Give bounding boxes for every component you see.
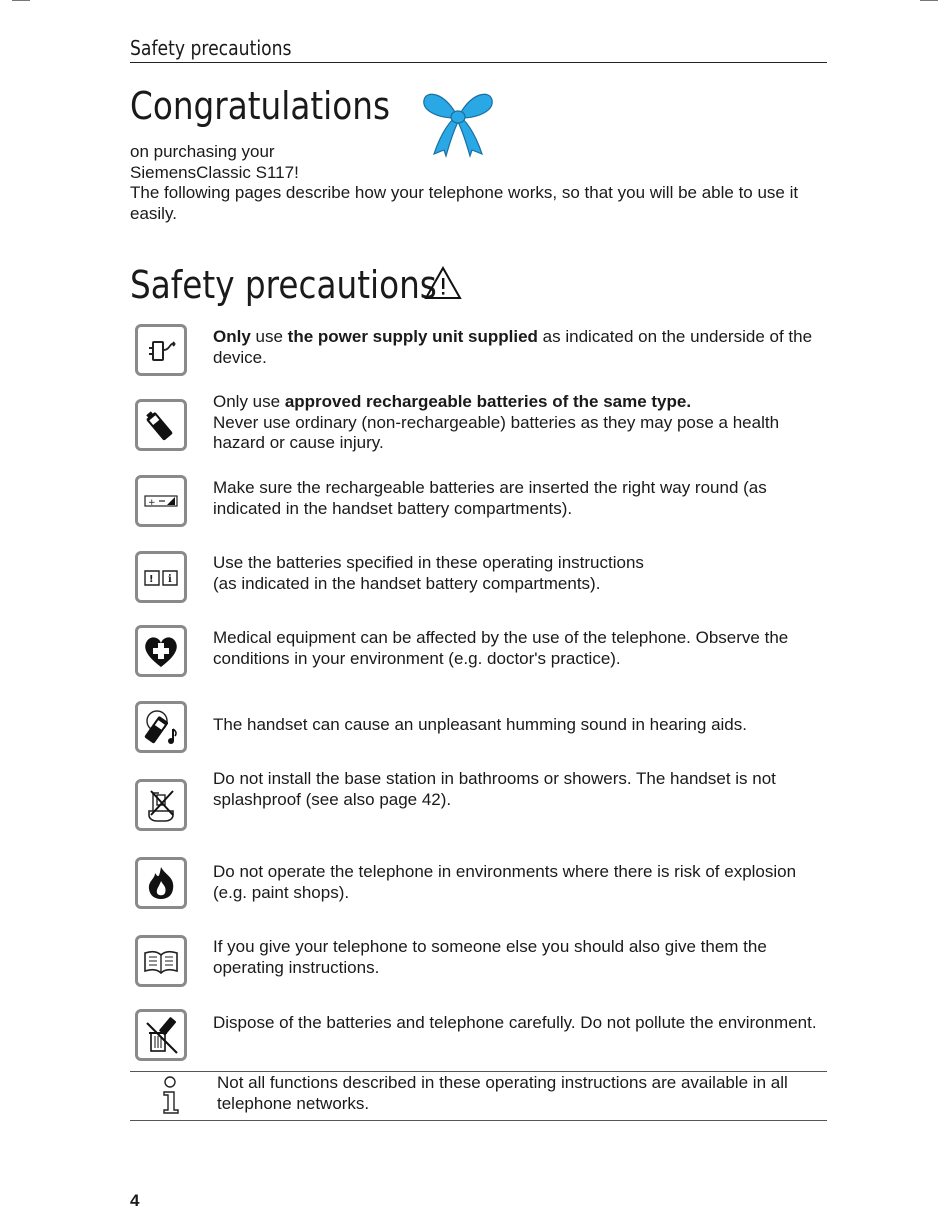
running-header: Safety precautions xyxy=(130,36,292,60)
open-book-icon xyxy=(135,935,187,987)
battery-polarity-icon xyxy=(135,475,187,527)
battery-icon xyxy=(135,399,187,451)
info-icon xyxy=(156,1076,186,1114)
intro-line-3: The following pages describe how your telephone works, so that you will be able to use it easily. xyxy=(130,183,799,223)
safety-item-6-text: The handset can cause an unpleasant humming sound in hearing aids. xyxy=(213,715,747,734)
safety-item-5-text: Medical equipment can be affected by the use of the telephone. Observe the conditions in your environment (e.g. doctor's practice). xyxy=(213,628,789,668)
note-text: Not all functions described in these operating instructions are available in all telephone networks. xyxy=(217,1073,788,1113)
hearing-aid-phone-icon xyxy=(135,701,187,753)
warning-triangle-icon xyxy=(424,266,462,300)
svg-text:+: + xyxy=(148,498,156,508)
disposal-bin-icon xyxy=(135,1009,187,1061)
svg-text:i: i xyxy=(168,574,172,585)
no-bathroom-icon xyxy=(135,779,187,831)
crop-mark-left xyxy=(12,0,30,1)
intro-line-1: on purchasing your xyxy=(130,142,275,161)
safety-heading: Safety precautions xyxy=(130,263,437,307)
safety-item-4-text: Use the batteries specified in these operating instructions (as indicated in the handset battery compartments). xyxy=(213,553,644,593)
crop-mark-right xyxy=(920,0,938,1)
power-plug-icon xyxy=(135,324,187,376)
note-rule-bottom xyxy=(130,1120,827,1121)
intro-line-2: SiemensClassic S117! xyxy=(130,162,299,182)
header-rule xyxy=(130,62,827,63)
page-number: 4 xyxy=(130,1191,140,1210)
safety-item-9-text: If you give your telephone to someone else you should also give them the operating instructions. xyxy=(213,937,767,977)
safety-item-7-text: Do not install the base station in bathrooms or showers. The handset is not splashproof (see also page 42). xyxy=(213,769,776,809)
safety-item-8-text: Do not operate the telephone in environments where there is risk of explosion (e.g. paint shops). xyxy=(213,862,797,902)
note-rule-top xyxy=(130,1071,827,1072)
medical-heart-icon xyxy=(135,625,187,677)
safety-item-1-text: Only use the power supply unit supplied as indicated on the underside of the device. xyxy=(213,327,813,367)
congratulations-heading: Congratulations xyxy=(130,84,390,128)
info-book-icon xyxy=(135,551,187,603)
svg-text:!: ! xyxy=(149,574,154,585)
safety-item-3-text: Make sure the rechargeable batteries are inserted the right way round (as indicated in the handset battery compartments). xyxy=(213,478,767,518)
explosion-flame-icon xyxy=(135,857,187,909)
safety-item-2-text: Only use approved rechargeable batteries of the same type. Never use ordinary (non-rechargeable) batteries as they may pose a health hazard or cause injury. xyxy=(213,392,780,452)
safety-item-10-text: Dispose of the batteries and telephone carefully. Do not pollute the environment. xyxy=(213,1013,817,1032)
